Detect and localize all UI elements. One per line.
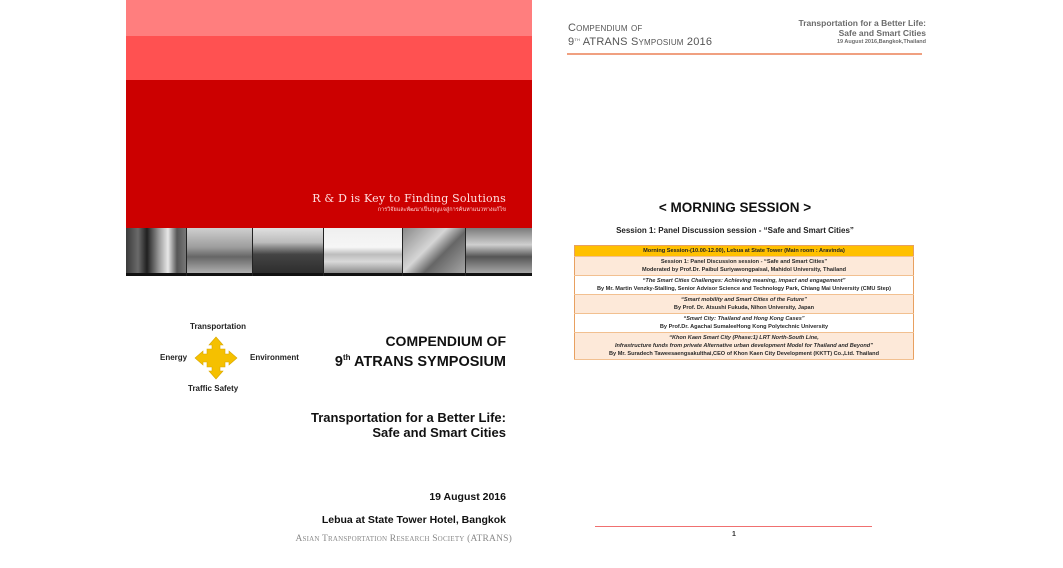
- table-row: [575, 257, 914, 276]
- table-row: [575, 333, 914, 360]
- program-page: [560, 0, 940, 568]
- header-edition-suffix: th: [574, 37, 581, 43]
- photo-segway-riders: [187, 228, 252, 276]
- talk-speaker: By Prof.Dr. Agachai SumaleeHong Kong Polytechnic University: [659, 324, 829, 330]
- header-symposium-name: ATRANS Symposium 2016: [580, 36, 713, 48]
- edition-number: 9: [334, 354, 343, 370]
- header-edition-number: 9: [568, 36, 575, 48]
- diagram-label-traffic-safety: Traffic Safety: [188, 384, 239, 393]
- cover-title-line2: [335, 349, 506, 371]
- diagram-label-energy: Energy: [160, 353, 188, 362]
- talk-title: “Smart mobility and Smart Cities of the Future”: [681, 297, 807, 303]
- talk-speaker: By Prof. Dr. Atsushi Fukuda, Nihon University, Japan: [673, 305, 815, 311]
- talk-speaker: By Mr. Suradech Taweesaengsakulthai,CEO of Khon Kaen City Development (KKTT) Co.,Ltd. Thailand: [609, 351, 879, 357]
- photo-bus: [466, 228, 532, 276]
- cover-title: [335, 333, 506, 371]
- page-header-left: [568, 22, 712, 48]
- header-divider: [567, 53, 922, 55]
- header-compendium: Compendium of: [568, 22, 643, 34]
- cover-subtitle-line2: Safe and Smart Cities: [372, 425, 506, 440]
- program-table: [574, 245, 914, 360]
- header-symposium: [568, 34, 712, 48]
- session-subheading: Session 1: Panel Discussion session - “Safe and Smart Cities”: [616, 226, 854, 235]
- table-row: [575, 295, 914, 314]
- cover-page: [126, 0, 532, 568]
- header-theme-line1: Transportation for a Better Life:: [798, 18, 926, 28]
- footer-divider: [595, 526, 872, 527]
- session-heading: < MORNING SESSION >: [658, 200, 812, 215]
- cover-subtitle: [311, 410, 506, 440]
- talk-title: “Smart City: Thailand and Hong Kong Cases”: [683, 316, 805, 322]
- talk-cell: [575, 276, 914, 295]
- talk-cell: [575, 295, 914, 314]
- session-moderator: Moderated by Prof.Dr. Paibul Suriyawongpaisal, Mahidol University, Thailand: [641, 267, 847, 273]
- page-header-right: [798, 18, 926, 46]
- diagram-label-transportation: Transportation: [190, 322, 247, 331]
- photo-skytrain: [403, 228, 465, 276]
- cover-band-light: [126, 0, 532, 36]
- cover-slogan: R & D is Key to Finding Solutions: [312, 192, 506, 205]
- photo-station: [253, 228, 323, 276]
- talk-cell: [575, 314, 914, 333]
- four-way-arrow-icon: [194, 336, 238, 380]
- photo-airplane: [324, 228, 402, 276]
- page-number: 1: [732, 531, 736, 538]
- table-row: [575, 314, 914, 333]
- cover-photo-strip: [126, 228, 532, 276]
- session-name: Session 1: Panel Discussion session - “Safe and Smart Cities”: [660, 259, 828, 265]
- talk-speaker: By Mr. Martin Venzky-Stalling, Senior Advisor Science and Technology Park, Chiang Mai University (CMU Step): [596, 286, 892, 292]
- table-header-cell: Morning Session-(10.00-12.00), Lebua at State Tower (Main room : Aravinda): [575, 246, 914, 257]
- symposium-name: ATRANS SYMPOSIUM: [350, 354, 506, 370]
- cover-band-mid: [126, 36, 532, 80]
- talk-title: “Khon Kaen Smart City (Phase:1) LRT North-South Line,: [669, 335, 819, 341]
- talk-title-continued: Infrastructure funds from private Alternative urban development Model for Thailand and Beyond”: [614, 343, 874, 349]
- session-info-cell: [575, 257, 914, 276]
- edition-suffix: th: [342, 353, 351, 362]
- photo-city-buildings: [126, 228, 186, 276]
- header-date-location: 19 August 2016,Bangkok,Thailand: [836, 39, 926, 45]
- diagram-label-environment: Environment: [250, 353, 299, 362]
- table-row: [575, 276, 914, 295]
- cover-date: 19 August 2016: [429, 491, 506, 503]
- cover-slogan-thai: การวิจัยและพัฒนาเป็นกุญแจสู่การค้นหาแนวทางแก้ไข: [377, 207, 506, 213]
- talk-cell: [575, 333, 914, 360]
- cover-title-line1: COMPENDIUM OF: [385, 333, 506, 349]
- cover-organization: Asian Transportation Research Society (ATRANS): [295, 534, 512, 544]
- cover-venue: Lebua at State Tower Hotel, Bangkok: [321, 514, 506, 526]
- table-header-row: [575, 246, 914, 257]
- header-theme-line2: Safe and Smart Cities: [838, 28, 926, 38]
- themes-diagram: [148, 318, 308, 398]
- talk-title: “The Smart Cities Challenges: Achieving meaning, impact and engagement”: [642, 278, 846, 284]
- cover-subtitle-line1: Transportation for a Better Life:: [310, 410, 506, 425]
